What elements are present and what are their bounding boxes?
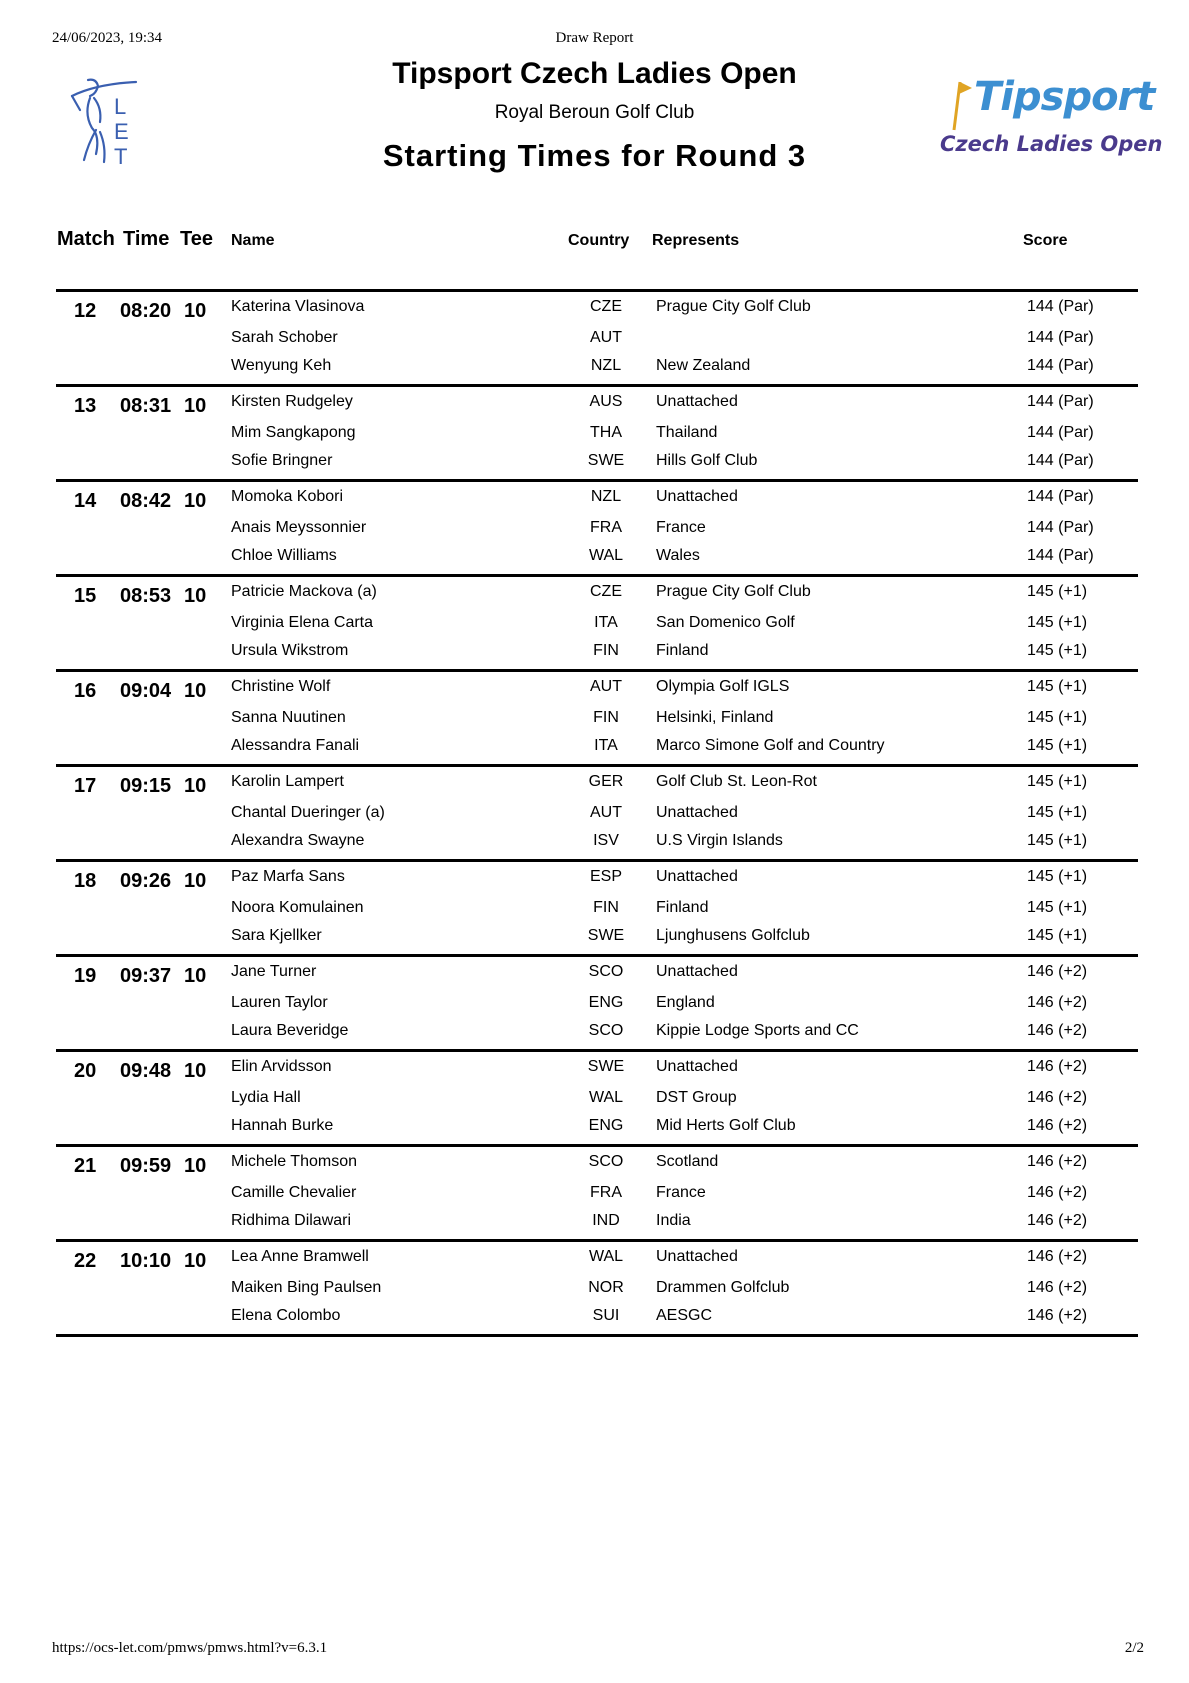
tee-number: 10 bbox=[184, 680, 207, 702]
player-country: ITA bbox=[594, 614, 618, 631]
player-row bbox=[56, 357, 1138, 379]
player-row bbox=[56, 1184, 1138, 1206]
player-row bbox=[56, 1089, 1138, 1111]
player-score: 145 (+1) bbox=[1027, 868, 1088, 885]
round-title: Starting Times for Round 3 bbox=[382, 138, 807, 173]
player-country: SCO bbox=[588, 1022, 624, 1039]
match-number: 19 bbox=[74, 965, 97, 987]
player-country: SWE bbox=[587, 452, 625, 469]
print-url: https://ocs-let.com/pmws/pmws.html?v=6.3.1 bbox=[52, 1640, 328, 1656]
tee-number: 10 bbox=[184, 585, 207, 607]
column-header-tee: Tee bbox=[180, 228, 213, 250]
draw-table bbox=[56, 289, 1138, 1337]
player-represents: Unattached bbox=[656, 868, 738, 885]
player-country: THA bbox=[590, 424, 622, 441]
column-header-represents: Represents bbox=[652, 232, 740, 249]
tee-time: 09:26 bbox=[120, 870, 172, 892]
player-represents: Unattached bbox=[656, 1248, 738, 1265]
player-represents: England bbox=[656, 994, 715, 1011]
player-country: AUT bbox=[590, 804, 622, 821]
player-represents: Prague City Golf Club bbox=[656, 583, 811, 600]
player-represents: Kippie Lodge Sports and CC bbox=[656, 1022, 859, 1039]
player-name: Katerina Vlasinova bbox=[231, 298, 365, 315]
player-represents: Unattached bbox=[656, 488, 738, 505]
player-score: 145 (+1) bbox=[1027, 773, 1088, 790]
player-country: GER bbox=[588, 773, 624, 790]
player-name: Jane Turner bbox=[231, 963, 317, 980]
player-score: 145 (+1) bbox=[1027, 832, 1088, 849]
player-name: Laura Beveridge bbox=[231, 1022, 349, 1039]
player-name: Lauren Taylor bbox=[231, 994, 328, 1011]
player-name: Lea Anne Bramwell bbox=[231, 1248, 369, 1265]
player-row bbox=[56, 614, 1138, 636]
player-represents: Unattached bbox=[656, 1058, 738, 1075]
tee-number: 10 bbox=[184, 1250, 207, 1272]
column-header-score: Score bbox=[1023, 232, 1068, 249]
match-number: 13 bbox=[74, 395, 97, 417]
player-represents: Finland bbox=[656, 642, 709, 659]
player-country: ENG bbox=[588, 1117, 624, 1134]
player-name: Michele Thomson bbox=[231, 1153, 357, 1170]
tee-group bbox=[56, 1239, 1138, 1337]
player-row bbox=[56, 737, 1138, 759]
player-row bbox=[56, 1307, 1138, 1329]
player-represents: AESGC bbox=[656, 1307, 713, 1324]
player-row bbox=[56, 642, 1138, 664]
column-header-name: Name bbox=[231, 232, 275, 249]
player-row bbox=[56, 1212, 1138, 1234]
column-header-match: Match bbox=[57, 228, 115, 250]
match-number: 15 bbox=[74, 585, 97, 607]
player-country: WAL bbox=[588, 1089, 624, 1106]
player-name: Hannah Burke bbox=[231, 1117, 334, 1134]
player-row bbox=[56, 547, 1138, 569]
player-row bbox=[56, 519, 1138, 541]
player-name: Sarah Schober bbox=[231, 329, 338, 346]
tee-number: 10 bbox=[184, 965, 207, 987]
player-represents: Thailand bbox=[656, 424, 718, 441]
player-name: Elin Arvidsson bbox=[231, 1058, 332, 1075]
player-score: 146 (+2) bbox=[1027, 1153, 1088, 1170]
player-row bbox=[56, 452, 1138, 474]
player-represents: Scotland bbox=[656, 1153, 719, 1170]
player-represents: Wales bbox=[656, 547, 700, 564]
player-score: 146 (+2) bbox=[1027, 1307, 1088, 1324]
player-name: Momoka Kobori bbox=[231, 488, 344, 505]
match-number: 22 bbox=[74, 1250, 97, 1272]
player-row bbox=[56, 963, 1138, 985]
player-row bbox=[56, 804, 1138, 826]
player-row bbox=[56, 329, 1138, 351]
player-name: Virginia Elena Carta bbox=[231, 614, 374, 631]
player-country: FRA bbox=[590, 1184, 622, 1201]
player-score: 144 (Par) bbox=[1027, 393, 1094, 410]
player-represents: Golf Club St. Leon-Rot bbox=[656, 773, 817, 790]
player-country: NZL bbox=[590, 357, 622, 374]
let-letter-l: L bbox=[114, 94, 127, 119]
tee-time: 09:15 bbox=[120, 775, 172, 797]
player-country: ISV bbox=[593, 832, 619, 849]
match-number: 12 bbox=[74, 300, 97, 322]
player-country: WAL bbox=[588, 547, 624, 564]
player-row bbox=[56, 1117, 1138, 1139]
tee-number: 10 bbox=[184, 300, 207, 322]
match-number: 21 bbox=[74, 1155, 97, 1177]
player-score: 145 (+1) bbox=[1027, 899, 1088, 916]
column-header-country: Country bbox=[568, 232, 630, 249]
tee-number: 10 bbox=[184, 1155, 207, 1177]
player-row bbox=[56, 1022, 1138, 1044]
player-score: 144 (Par) bbox=[1027, 424, 1094, 441]
player-country: SWE bbox=[587, 927, 625, 944]
player-country: ITA bbox=[594, 737, 618, 754]
player-represents: Ljunghusens Golfclub bbox=[656, 927, 810, 944]
player-country: SWE bbox=[587, 1058, 625, 1075]
player-row bbox=[56, 678, 1138, 700]
player-score: 144 (Par) bbox=[1027, 452, 1094, 469]
player-represents: Unattached bbox=[656, 804, 738, 821]
player-represents: Mid Herts Golf Club bbox=[656, 1117, 796, 1134]
player-row bbox=[56, 1248, 1138, 1270]
player-row bbox=[56, 424, 1138, 446]
player-country: SCO bbox=[588, 963, 624, 980]
player-name: Mim Sangkapong bbox=[231, 424, 356, 441]
tee-group bbox=[56, 574, 1138, 669]
page-number: 2/2 bbox=[1124, 1640, 1144, 1656]
tee-number: 10 bbox=[184, 1060, 207, 1082]
player-score: 146 (+2) bbox=[1027, 1089, 1088, 1106]
tee-number: 10 bbox=[184, 775, 207, 797]
player-score: 144 (Par) bbox=[1027, 298, 1094, 315]
venue-name: Royal Beroun Golf Club bbox=[494, 102, 695, 123]
player-represents: Unattached bbox=[656, 393, 738, 410]
player-name: Noora Komulainen bbox=[231, 899, 364, 916]
tee-time: 09:04 bbox=[120, 680, 172, 702]
player-name: Ridhima Dilawari bbox=[231, 1212, 352, 1229]
player-name: Christine Wolf bbox=[231, 678, 331, 695]
player-country: SCO bbox=[588, 1153, 624, 1170]
player-name: Alexandra Swayne bbox=[231, 832, 365, 849]
player-row bbox=[56, 298, 1138, 320]
player-country: AUT bbox=[590, 329, 622, 346]
player-country: FIN bbox=[593, 899, 619, 916]
player-row bbox=[56, 1279, 1138, 1301]
player-country: AUT bbox=[590, 678, 622, 695]
tee-time: 09:37 bbox=[120, 965, 172, 987]
player-country: SUI bbox=[592, 1307, 620, 1324]
player-name: Sofie Bringner bbox=[231, 452, 333, 469]
player-country: CZE bbox=[590, 583, 622, 600]
match-number: 17 bbox=[74, 775, 97, 797]
player-score: 146 (+2) bbox=[1027, 1279, 1088, 1296]
player-represents: New Zealand bbox=[656, 357, 751, 374]
player-name: Alessandra Fanali bbox=[231, 737, 360, 754]
player-name: Chloe Williams bbox=[231, 547, 337, 564]
player-country: NOR bbox=[588, 1279, 624, 1296]
player-row bbox=[56, 583, 1138, 605]
player-name: Sanna Nuutinen bbox=[231, 709, 346, 726]
player-score: 144 (Par) bbox=[1027, 329, 1094, 346]
player-score: 146 (+2) bbox=[1027, 1248, 1088, 1265]
tee-group bbox=[56, 859, 1138, 954]
tee-group bbox=[56, 384, 1138, 479]
player-row bbox=[56, 709, 1138, 731]
tee-time: 10:10 bbox=[120, 1250, 172, 1272]
player-row bbox=[56, 1058, 1138, 1080]
tee-time: 09:59 bbox=[120, 1155, 172, 1177]
tee-time: 09:48 bbox=[120, 1060, 172, 1082]
tee-group bbox=[56, 954, 1138, 1049]
player-row bbox=[56, 927, 1138, 949]
tee-time: 08:42 bbox=[120, 490, 172, 512]
player-name: Ursula Wikstrom bbox=[231, 642, 349, 659]
tipsport-logo-subtitle: Czech Ladies Open bbox=[940, 132, 1163, 156]
tee-number: 10 bbox=[184, 870, 207, 892]
player-score: 145 (+1) bbox=[1027, 614, 1088, 631]
tee-group bbox=[56, 1144, 1138, 1239]
player-represents: DST Group bbox=[656, 1089, 737, 1106]
player-name: Paz Marfa Sans bbox=[231, 868, 345, 885]
player-country: CZE bbox=[590, 298, 622, 315]
player-represents: Olympia Golf IGLS bbox=[656, 678, 790, 695]
player-row bbox=[56, 488, 1138, 510]
let-letter-t: T bbox=[114, 144, 128, 169]
print-date: 24/06/2023, 19:34 bbox=[52, 30, 163, 46]
player-name: Karolin Lampert bbox=[231, 773, 344, 790]
player-country: WAL bbox=[588, 1248, 624, 1265]
tee-group bbox=[56, 669, 1138, 764]
player-country: NZL bbox=[590, 488, 622, 505]
player-score: 146 (+2) bbox=[1027, 1058, 1088, 1075]
match-number: 18 bbox=[74, 870, 97, 892]
player-score: 144 (Par) bbox=[1027, 547, 1094, 564]
player-represents: Hills Golf Club bbox=[656, 452, 758, 469]
player-represents: India bbox=[656, 1212, 691, 1229]
player-country: FIN bbox=[593, 642, 619, 659]
tee-time: 08:20 bbox=[120, 300, 172, 322]
player-row bbox=[56, 899, 1138, 921]
tee-number: 10 bbox=[184, 395, 207, 417]
player-name: Maiken Bing Paulsen bbox=[231, 1279, 382, 1296]
tee-group bbox=[56, 764, 1138, 859]
player-row bbox=[56, 994, 1138, 1016]
player-country: IND bbox=[592, 1212, 620, 1229]
column-header-time: Time bbox=[123, 228, 170, 250]
player-represents: France bbox=[656, 1184, 706, 1201]
player-row bbox=[56, 773, 1138, 795]
player-represents: Finland bbox=[656, 899, 709, 916]
player-score: 145 (+1) bbox=[1027, 642, 1088, 659]
player-score: 145 (+1) bbox=[1027, 804, 1088, 821]
player-name: Chantal Dueringer (a) bbox=[231, 804, 385, 821]
player-row bbox=[56, 832, 1138, 854]
player-score: 145 (+1) bbox=[1027, 583, 1088, 600]
player-name: Elena Colombo bbox=[231, 1307, 341, 1324]
player-score: 146 (+2) bbox=[1027, 1212, 1088, 1229]
player-row bbox=[56, 1153, 1138, 1175]
player-score: 145 (+1) bbox=[1027, 709, 1088, 726]
tee-group bbox=[56, 1049, 1138, 1144]
tee-time: 08:31 bbox=[120, 395, 172, 417]
player-name: Sara Kjellker bbox=[231, 927, 322, 944]
player-score: 144 (Par) bbox=[1027, 519, 1094, 536]
player-score: 146 (+2) bbox=[1027, 1184, 1088, 1201]
player-represents: Unattached bbox=[656, 963, 738, 980]
player-name: Anais Meyssonnier bbox=[231, 519, 367, 536]
match-number: 16 bbox=[74, 680, 97, 702]
player-name: Camille Chevalier bbox=[231, 1184, 357, 1201]
player-score: 145 (+1) bbox=[1027, 737, 1088, 754]
let-letter-e: E bbox=[114, 119, 129, 144]
player-row bbox=[56, 868, 1138, 890]
player-row bbox=[56, 393, 1138, 415]
player-score: 146 (+2) bbox=[1027, 1117, 1088, 1134]
tee-group bbox=[56, 479, 1138, 574]
print-title: Draw Report bbox=[555, 30, 634, 46]
player-represents: U.S Virgin Islands bbox=[656, 832, 783, 849]
player-score: 144 (Par) bbox=[1027, 488, 1094, 505]
tee-number: 10 bbox=[184, 490, 207, 512]
event-title: Tipsport Czech Ladies Open bbox=[392, 57, 797, 90]
player-represents: Marco Simone Golf and Country bbox=[656, 737, 885, 754]
player-country: AUS bbox=[589, 393, 623, 410]
player-score: 145 (+1) bbox=[1027, 678, 1088, 695]
match-number: 20 bbox=[74, 1060, 97, 1082]
match-number: 14 bbox=[74, 490, 97, 512]
tee-time: 08:53 bbox=[120, 585, 172, 607]
player-represents: Prague City Golf Club bbox=[656, 298, 811, 315]
player-name: Lydia Hall bbox=[231, 1089, 301, 1106]
player-country: ENG bbox=[588, 994, 624, 1011]
player-score: 146 (+2) bbox=[1027, 1022, 1088, 1039]
player-name: Kirsten Rudgeley bbox=[231, 393, 353, 410]
player-score: 146 (+2) bbox=[1027, 963, 1088, 980]
player-country: ESP bbox=[589, 868, 622, 885]
player-country: FRA bbox=[590, 519, 622, 536]
player-represents: Helsinki, Finland bbox=[656, 709, 774, 726]
player-country: FIN bbox=[593, 709, 619, 726]
player-represents: France bbox=[656, 519, 706, 536]
player-score: 144 (Par) bbox=[1027, 357, 1094, 374]
tee-group bbox=[56, 289, 1138, 384]
player-score: 146 (+2) bbox=[1027, 994, 1088, 1011]
player-represents: Drammen Golfclub bbox=[656, 1279, 790, 1296]
player-name: Wenyung Keh bbox=[231, 357, 332, 374]
player-name: Patricie Mackova (a) bbox=[231, 583, 377, 600]
player-score: 145 (+1) bbox=[1027, 927, 1088, 944]
player-represents: San Domenico Golf bbox=[656, 614, 795, 631]
tipsport-logo-word: Tipsport bbox=[974, 74, 1155, 120]
